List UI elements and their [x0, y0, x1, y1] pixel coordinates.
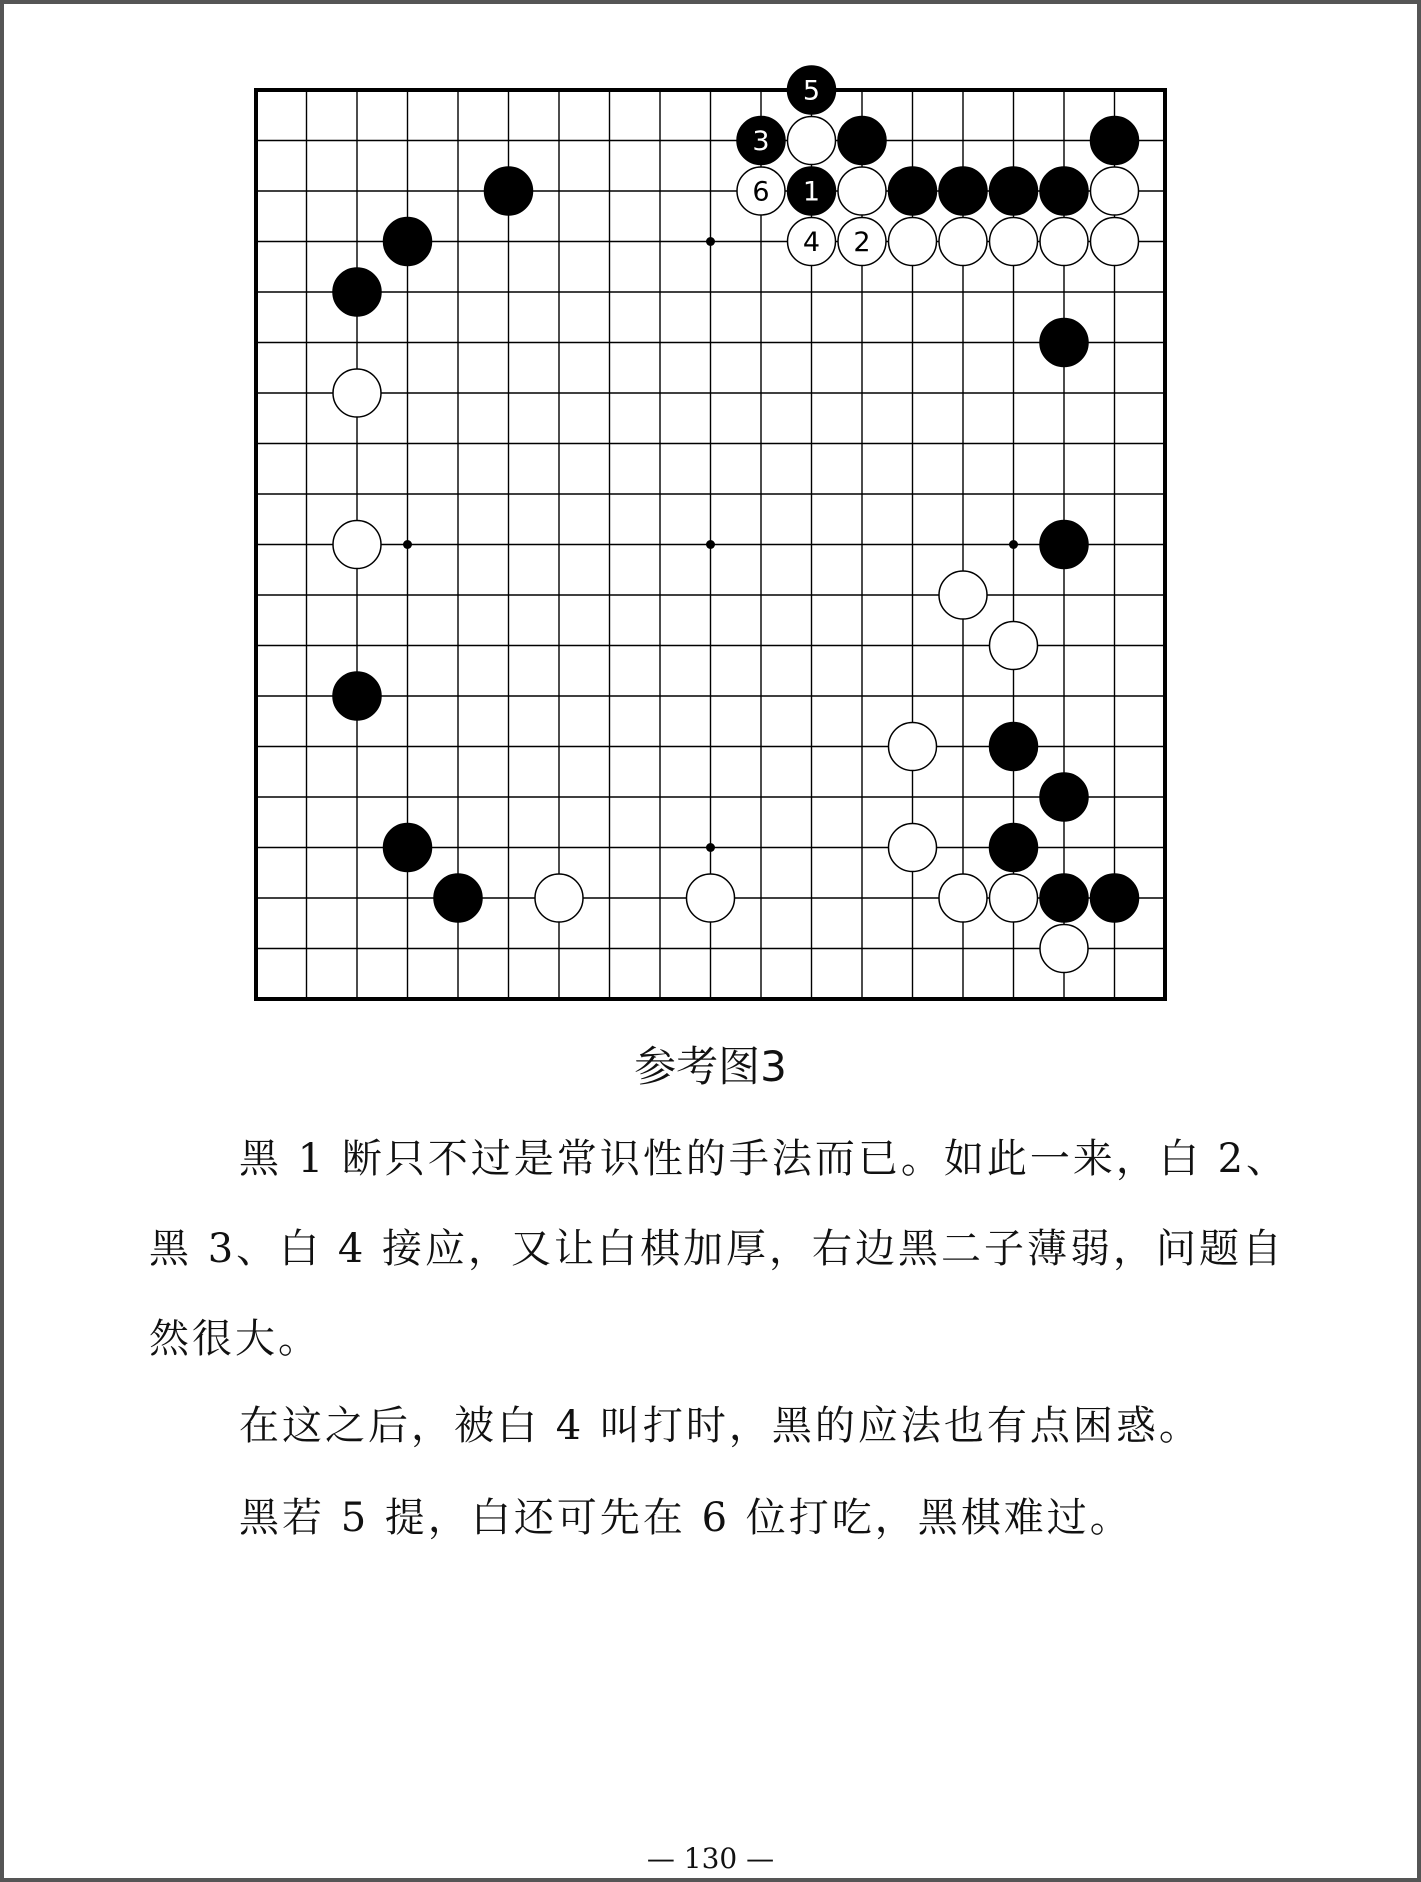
white-stone [1091, 218, 1139, 266]
black-stone [434, 874, 482, 922]
black-stone [838, 117, 886, 165]
white-stone [535, 874, 583, 922]
black-stone [889, 167, 937, 215]
white-stone [333, 521, 381, 569]
paragraph-3: 黑若 5 提，白还可先在 6 位打吃，黑棋难过。 [239, 1495, 1133, 1541]
black-stone [990, 167, 1038, 215]
page-number: — 130 — [646, 1842, 775, 1875]
go-board-diagram [4, 4, 1417, 1034]
black-stone [939, 167, 987, 215]
white-stone [990, 622, 1038, 670]
white-stone [838, 167, 886, 215]
white-stone [939, 571, 987, 619]
white-stone [889, 824, 937, 872]
star-point [1009, 540, 1018, 549]
white-stone [1040, 925, 1088, 973]
white-stone [788, 117, 836, 165]
black-stone [333, 268, 381, 316]
black-stone [1040, 521, 1088, 569]
move-number-label: 3 [752, 126, 770, 157]
black-stone [1040, 773, 1088, 821]
move-number-label: 6 [752, 176, 770, 208]
black-stone [1091, 874, 1139, 922]
diagram-caption: 参考图3 [634, 1042, 787, 1091]
black-stone [384, 218, 432, 266]
black-stone [384, 824, 432, 872]
black-stone [333, 672, 381, 720]
move-number-label: 4 [802, 227, 821, 258]
white-stone [1091, 167, 1139, 215]
move-number-label: 5 [802, 75, 821, 107]
white-stone [333, 369, 381, 417]
black-stone [1091, 117, 1139, 165]
paragraph-2: 在这之后，被白 4 叫打时，黑的应法也有点困惑。 [239, 1403, 1202, 1449]
star-point [706, 843, 715, 852]
star-point [706, 540, 715, 549]
black-stone [1040, 874, 1088, 922]
black-stone [990, 824, 1038, 872]
black-stone [1040, 167, 1088, 215]
paragraph-1: 黑 1 断只不过是常识性的手法而已。如此一来，白 2、黑 3、白 4 接应，又让白棋加厚，右边黑二子薄弱，问题自然很大。 [149, 1136, 1290, 1362]
white-stone [1040, 218, 1088, 266]
white-stone [939, 218, 987, 266]
white-stone [990, 874, 1038, 922]
move-number-label: 1 [802, 176, 821, 208]
white-stone [889, 218, 937, 266]
white-stone [889, 723, 937, 771]
white-stone [990, 218, 1038, 266]
move-number-label: 2 [853, 227, 871, 258]
black-stone [990, 723, 1038, 771]
black-stone [1040, 319, 1088, 367]
star-point [403, 540, 412, 549]
star-point [706, 237, 715, 246]
white-stone [687, 874, 735, 922]
black-stone [485, 167, 533, 215]
white-stone [939, 874, 987, 922]
